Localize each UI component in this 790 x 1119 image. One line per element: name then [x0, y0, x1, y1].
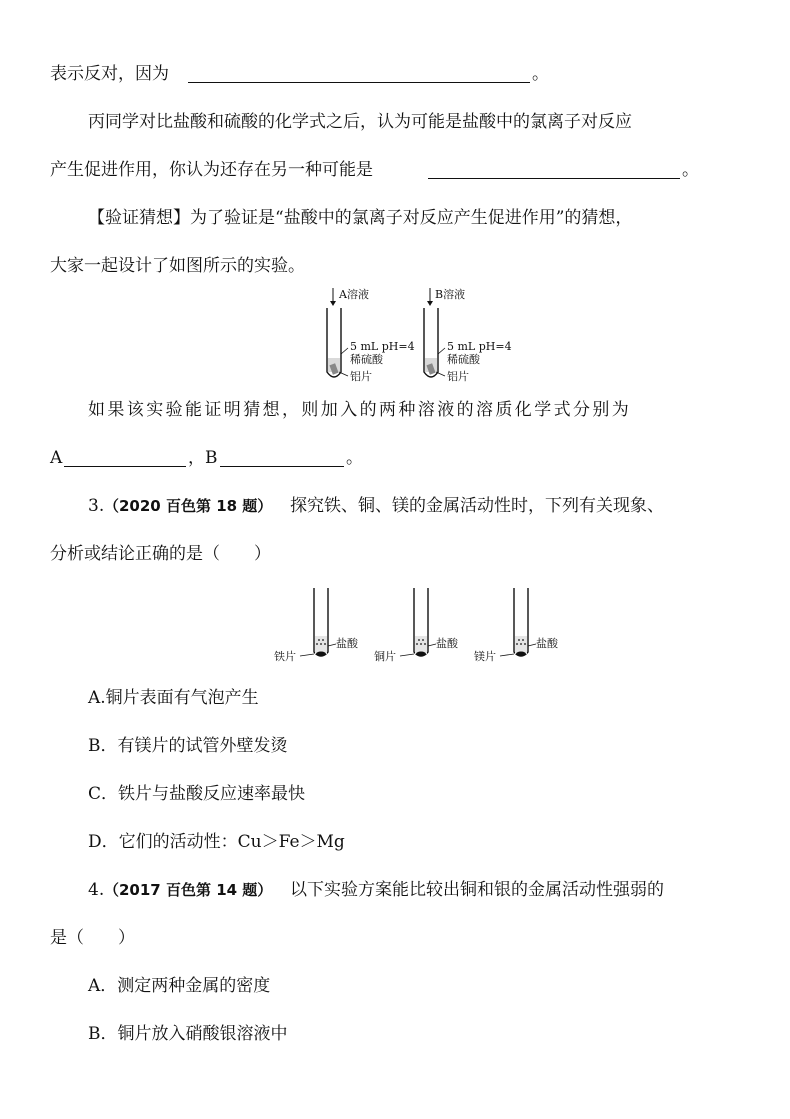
- tube-a-acid-label: 稀硫酸: [350, 353, 383, 366]
- figure-three-tubes: [270, 584, 570, 666]
- tube-copper-acid-label: 盐酸: [436, 637, 458, 650]
- para3-text-1: 【验证猜想】为了验证是“盐酸中的氯离子对反应产生促进作用”的猜想，: [88, 208, 633, 228]
- tube-iron-metal-label: 铁片: [274, 650, 296, 663]
- para2-text-1: 丙同学对比盐酸和硫酸的化学式之后，认为可能是盐酸中的氯离子对反应: [88, 112, 632, 132]
- tube-a-volume-label: 5 mL pH=4: [350, 340, 415, 353]
- q3-option-c-text: C．铁片与盐酸反应速率最快: [88, 784, 306, 804]
- q4-stem-1: 以下实验方案能比较出铜和银的金属活动性强弱的: [290, 880, 664, 900]
- para4-b-label: ，B: [188, 448, 218, 468]
- answer-blank-a[interactable]: [64, 448, 186, 467]
- para3-text-2: 大家一起设计了如图所示的实验。: [50, 256, 305, 276]
- tube-iron-acid-label: 盐酸: [336, 637, 358, 650]
- answer-blank-b[interactable]: [220, 448, 344, 467]
- tube-copper: [374, 588, 459, 663]
- test-tube-b: [424, 287, 512, 383]
- answer-blank-1[interactable]: [188, 64, 530, 83]
- q3-stem-2: 分析或结论正确的是（ ）: [50, 544, 271, 564]
- tube-magnesium-acid-label: 盐酸: [536, 637, 558, 650]
- para1-text: 表示反对，因为: [50, 64, 169, 84]
- q4-stem-2: 是（ ）: [50, 928, 135, 948]
- q4-option-a-text: A．测定两种金属的密度: [88, 976, 271, 996]
- test-tube-a: [327, 287, 415, 383]
- q3-option-b-text: B．有镁片的试管外壁发烫: [88, 736, 288, 756]
- tube-copper-metal-label: 铜片: [374, 650, 396, 663]
- q4-option-b-text: B．铜片放入硝酸银溶液中: [88, 1024, 288, 1044]
- para2-text-2: 产生促进作用，你认为还存在另一种可能是: [50, 160, 373, 180]
- figure-test-tubes-ab: [318, 284, 518, 388]
- q4-source: （2017 百色第 14 题）: [104, 881, 273, 899]
- q3-stem-1: 探究铁、铜、镁的金属活动性时，下列有关现象、: [290, 496, 664, 516]
- tube-b-metal-label: 铝片: [447, 370, 469, 383]
- tube-b-acid-label: 稀硫酸: [447, 353, 480, 366]
- para4-a-label: A: [50, 448, 63, 468]
- tube-a-top-label: A溶液: [339, 288, 369, 301]
- tube-b-top-label: B溶液: [435, 288, 466, 301]
- tube-magnesium: [474, 588, 559, 663]
- para1-end: 。: [532, 64, 549, 84]
- para4-text-1: 如果该实验能证明猜想，则加入的两种溶液的溶质化学式分别为: [88, 400, 632, 420]
- answer-blank-2[interactable]: [428, 160, 680, 179]
- tube-a-metal-label: 铝片: [350, 370, 372, 383]
- q3-source: （2020 百色第 18 题）: [104, 497, 273, 515]
- tube-magnesium-metal-label: 镁片: [474, 650, 496, 663]
- tube-iron: [274, 588, 359, 663]
- para4-end: 。: [346, 448, 363, 468]
- q3-number: 3.: [88, 496, 105, 516]
- tube-b-volume-label: 5 mL pH=4: [447, 340, 512, 353]
- para2-end: 。: [682, 160, 699, 180]
- q3-option-a-text: A.铜片表面有气泡产生: [88, 688, 259, 708]
- q3-option-d-text: D．它们的活动性：Cu＞Fe＞Mg: [88, 832, 345, 852]
- q4-number: 4.: [88, 880, 105, 900]
